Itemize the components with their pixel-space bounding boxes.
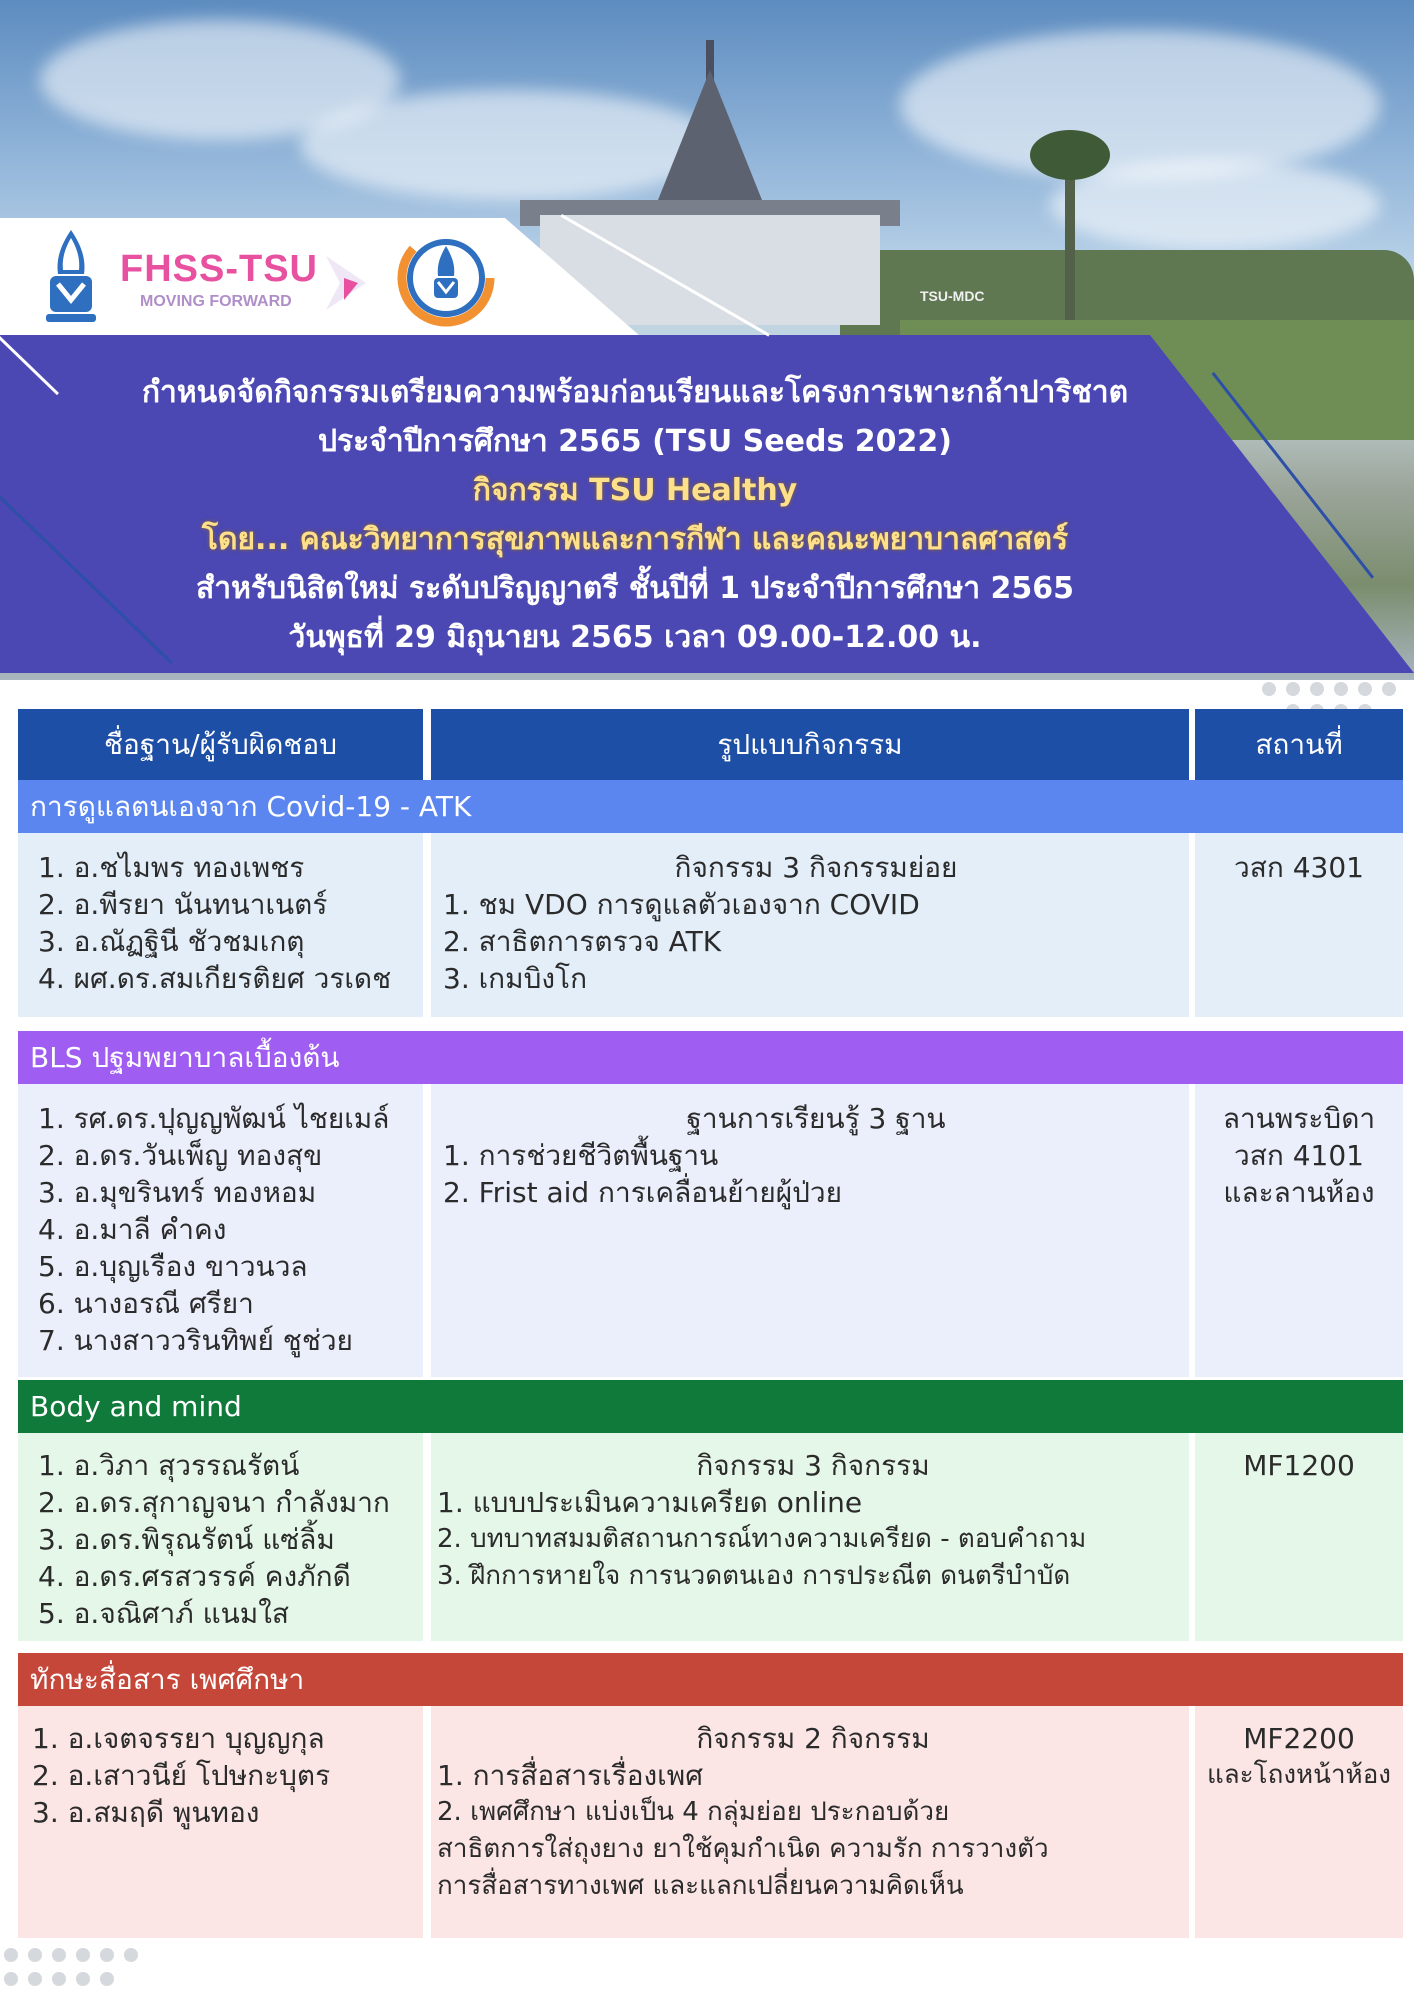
section-covid-activity (431, 833, 1189, 1017)
title-line-6: วันพุธที่ 29 มิถุนายน 2565 เวลา 09.00-12.00 น. (288, 620, 982, 655)
section-body-mind-people (18, 1433, 423, 1641)
university-seal-logo (38, 226, 104, 330)
brand-subtitle: MOVING FORWARD (140, 293, 292, 310)
venue-line: และลานห้อง (1223, 1176, 1375, 1209)
activity-item: 3. เกมบิงโก (443, 962, 588, 995)
dot-decoration-bottom (0, 1944, 240, 2000)
activity-item: 2. สาธิตการตรวจ ATK (443, 925, 722, 958)
section-band-body-mind: Body and mind (18, 1380, 1403, 1433)
person: 3. อ.สมฤดี พูนทอง (32, 1796, 260, 1829)
section-band-communication: ทักษะสื่อสาร เพศศึกษา (18, 1653, 1403, 1706)
activity-item: 1. การช่วยชีวิตพื้นฐาน (443, 1139, 719, 1172)
activity-item: 3. ฝึกการหายใจ การนวดตนเอง การประณีต ดนตรีบำบัด (437, 1561, 1071, 1591)
faculty-circle-logo (396, 224, 496, 332)
section-covid-people (18, 833, 423, 1017)
venue-line: MF2200 (1243, 1722, 1355, 1755)
person: 5. อ.บุญเรือง ขาวนวล (38, 1250, 308, 1283)
section-communication-activity (431, 1706, 1189, 1938)
venue-line: และโถงหน้าห้อง (1206, 1760, 1392, 1790)
section-bls-activity (431, 1084, 1189, 1377)
venue-line: วสก 4301 (1234, 851, 1364, 884)
activity-title: กิจกรรม 3 กิจกรรม (696, 1449, 930, 1482)
activity-item: การสื่อสารทางเพศ และแลกเปลี่ยนความคิดเห็น (437, 1871, 964, 1901)
section-bls-people (18, 1084, 423, 1377)
person: 5. อ.จณิศาภ์ แนมใส (38, 1597, 289, 1630)
section-bls-venue (1195, 1084, 1403, 1377)
person: 7. นางสาววรินทิพย์ ชูช่วย (38, 1324, 353, 1357)
title-line-3: กิจกรรม TSU Healthy (472, 473, 798, 508)
activity-item: 2. เพศศึกษา แบ่งเป็น 4 กลุ่มย่อย ประกอบด้วย (437, 1797, 950, 1827)
activity-title: กิจกรรม 2 กิจกรรม (696, 1722, 930, 1755)
title-block (0, 368, 1270, 662)
person: 1. อ.เจตจรรยา บุญญกุล (32, 1722, 325, 1755)
venue-line: MF1200 (1243, 1449, 1355, 1482)
column-header-activity: รูปแบบกิจกรรม (431, 709, 1189, 780)
section-communication-venue (1195, 1706, 1403, 1938)
activity-title: กิจกรรม 3 กิจกรรมย่อย (674, 851, 958, 884)
person: 2. อ.เสาวนีย์ โปษกะบุตร (32, 1759, 331, 1792)
activity-title: ฐานการเรียนรู้ 3 ฐาน (686, 1102, 946, 1135)
brand-title: FHSS-TSU (120, 248, 318, 290)
activity-item: สาธิตการใส่ถุงยาง ยาใช้คุมกำเนิด ความรัก การวางตัว (437, 1834, 1049, 1864)
person: 4. อ.ดร.ศรสวรรค์ คงภักดี (38, 1560, 351, 1593)
section-body-mind-venue (1195, 1433, 1403, 1641)
section-band-covid: การดูแลตนเองจาก Covid-19 - ATK (18, 780, 1403, 833)
venue-line: วสก 4101 (1234, 1139, 1364, 1172)
person: 2. อ.พีรยา นันทนาเนตร์ (38, 888, 328, 921)
sign-tsu-mdc: TSU-MDC (920, 288, 985, 304)
title-line-4: โดย... คณะวิทยาการสุขภาพและการกีฬา และคณะพยาบาลศาสตร์ (201, 522, 1069, 557)
person: 3. อ.มุขรินทร์ ทองหอม (38, 1176, 317, 1209)
column-header-venue: สถานที่ (1195, 709, 1403, 780)
person: 2. อ.ดร.วันเพ็ญ ทองสุข (38, 1139, 323, 1172)
person: 1. อ.ชไมพร ทองเพชร (38, 851, 305, 884)
person: 2. อ.ดร.สุกาญจนา กำลังมาก (38, 1486, 390, 1519)
title-line-5: สำหรับนิสิตใหม่ ระดับปริญญาตรี ชั้นปีที่ 1 ประจำปีการศึกษา 2565 (195, 571, 1075, 606)
activity-item: 1. การสื่อสารเรื่องเพศ (437, 1759, 703, 1792)
person: 3. อ.ดร.พิรุณรัตน์ แซ่ลิ้ม (38, 1523, 335, 1556)
activity-item: 1. ชม VDO การดูแลตัวเองจาก COVID (443, 888, 920, 921)
brand-arrow-mark (322, 252, 370, 314)
building-tower (650, 70, 770, 220)
section-band-bls: BLS ปฐมพยาบาลเบื้องต้น (18, 1031, 1403, 1084)
person: 6. นางอรณี ศรียา (38, 1287, 254, 1320)
section-covid-venue (1195, 833, 1403, 1017)
person: 1. รศ.ดร.ปุญญพัฒน์ ไชยเมล์ (38, 1102, 390, 1135)
activity-item: 2. บทบาทสมมติสถานการณ์ทางความเครียด - ตอบคำถาม (437, 1524, 1087, 1554)
activity-item: 2. Frist aid การเคลื่อนย้ายผู้ป่วย (443, 1176, 843, 1209)
section-communication-people (18, 1706, 423, 1938)
palm-leaves (1030, 130, 1110, 180)
person: 1. อ.วิภา สุวรรณรัตน์ (38, 1449, 300, 1482)
activity-item: 1. แบบประเมินความเครียด online (437, 1486, 863, 1519)
person: 4. อ.มาลี คำคง (38, 1213, 227, 1246)
venue-line: ลานพระบิดา (1222, 1102, 1376, 1135)
column-header-stations: ชื่อฐาน/ผู้รับผิดชอบ (18, 709, 423, 780)
person: 4. ผศ.ดร.สมเกียรติยศ วรเดช (38, 962, 392, 995)
title-line-1: กำหนดจัดกิจกรรมเตรียมความพร้อมก่อนเรียนและโครงการเพาะกล้าปาริชาต (141, 375, 1129, 410)
section-body-mind-activity (431, 1433, 1189, 1641)
person: 3. อ.ณัฏฐินี ชัวชมเกตุ (38, 925, 305, 958)
title-line-2: ประจำปีการศึกษา 2565 (TSU Seeds 2022) (318, 424, 952, 459)
